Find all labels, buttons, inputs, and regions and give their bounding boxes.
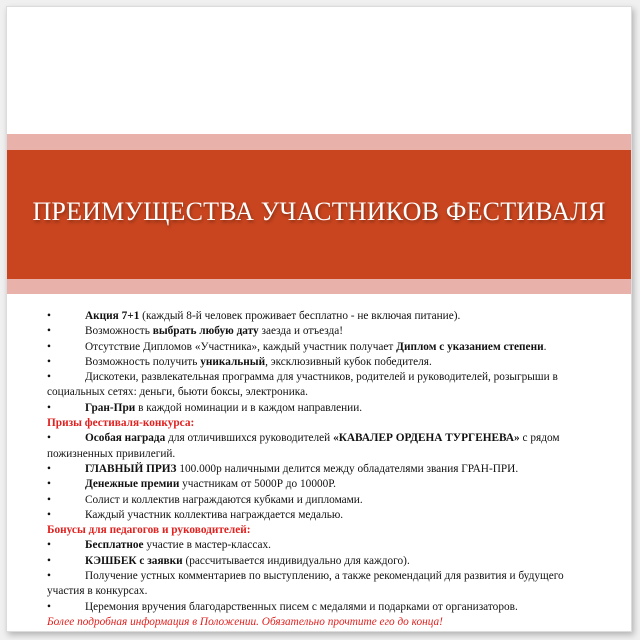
bullet-icon: • — [47, 310, 51, 322]
list-item: • Возможность получить уникальный, эксклюзивный кубок победителя. — [47, 355, 603, 370]
list-item: • ГЛАВНЫЙ ПРИЗ 100.000р наличными делится между обладателями звания ГРАН-ПРИ. — [47, 462, 603, 477]
bullet-icon: • — [47, 600, 51, 613]
list-item: • Церемония вручения благодарственных писем с медалями и подарками от организаторов. — [47, 600, 603, 615]
list-item: • Денежные премии участникам от 5000Р до 10000Р. — [47, 477, 603, 492]
slide — [6, 6, 632, 632]
bullet-icon: • — [47, 508, 51, 521]
list-item: • Солист и коллектив награждаются кубками и дипломами. — [47, 493, 603, 508]
bullet-icon: • — [47, 570, 51, 583]
list-item: • Дискотеки, развлекательная программа для участников, родителей и руководителей, розыгрыши в социальных сетях: деньги, бьюти боксы, электроника. — [47, 371, 558, 399]
bullet-icon: • — [47, 340, 51, 353]
bullet-icon: • — [47, 478, 51, 491]
list-item: • Акция 7+1 (каждый 8-й человек проживает бесплатно - не включая питание). — [47, 309, 603, 324]
page-title: ПРЕИМУЩЕСТВА УЧАСТНИКОВ ФЕСТИВАЛЯ — [32, 197, 606, 226]
decor-band-top — [7, 134, 631, 150]
section-heading-bonuses: Бонусы для педагогов и руководителей: — [47, 524, 251, 537]
bullet-icon: • — [47, 401, 51, 414]
list-item: • Каждый участник коллектива награждается медалью. — [47, 508, 603, 523]
list-item: • КЭШБЕК с заявки (рассчитывается индивидуально для каждого). — [47, 554, 603, 569]
bullet-icon: • — [47, 539, 51, 552]
list-item: • Возможность выбрать любую дату заезда и отъезда! — [47, 324, 603, 339]
bullet-icon: • — [47, 325, 51, 338]
list-item: • Особая награда для отличившихся руководителей «КАВАЛЕР ОРДЕНА ТУРГЕНЕВА» с рядом пожизненных привилегий. — [47, 432, 560, 460]
footer-note: Более подробная информация в Положении. Обязательно прочтите его до конца! — [47, 615, 443, 628]
list-item: • Бесплатное участие в мастер-классах. — [47, 538, 603, 553]
bullet-icon: • — [47, 432, 51, 445]
bullet-icon: • — [47, 355, 51, 368]
list-item: • Отсутствие Дипломов «Участника», каждый участник получает Диплом с указанием степени. — [47, 340, 603, 355]
bullet-icon: • — [47, 493, 51, 506]
list-item: • Гран-При в каждой номинации и в каждом направлении. — [47, 401, 603, 416]
content-body — [47, 309, 603, 630]
decor-band-bottom — [7, 279, 631, 294]
bullet-icon: • — [47, 371, 51, 384]
bullet-icon: • — [47, 462, 51, 475]
bullet-icon: • — [47, 554, 51, 567]
list-item: • Получение устных комментариев по выступлению, а также рекомендаций для развития и будущего участия в конкурсах. — [47, 570, 564, 598]
section-heading-prizes: Призы фестиваля-конкурса: — [47, 417, 195, 430]
